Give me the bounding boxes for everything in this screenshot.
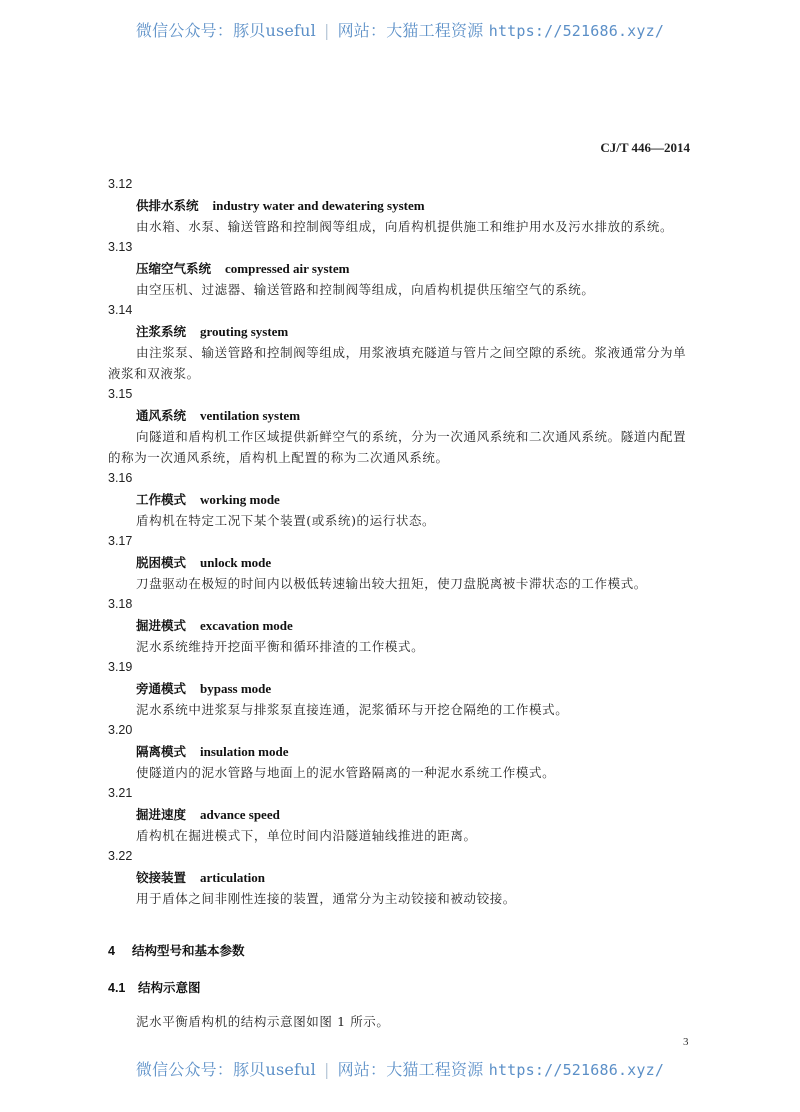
- watermark-site-label: 网站：大猫工程资源: [337, 1060, 484, 1079]
- term-en: industry water and dewatering system: [212, 198, 425, 213]
- entry-term: [108, 804, 693, 825]
- term-zh: 旁通模式: [136, 681, 187, 696]
- entry-term: [108, 405, 693, 426]
- entry-term: [108, 195, 693, 216]
- term-entry: [108, 468, 693, 531]
- term-zh: 工作模式: [136, 492, 187, 507]
- entry-definition: 刀盘驱动在极短的时间内以极低转速输出较大扭矩，使刀盘脱离被卡滞状态的工作模式。: [136, 576, 647, 591]
- term-zh: 注浆系统: [136, 324, 187, 339]
- terms-list: [108, 174, 693, 909]
- term-en: insulation mode: [200, 744, 289, 759]
- term-entry: [108, 846, 693, 909]
- entry-number: 3.12: [108, 177, 133, 191]
- entry-term: [108, 321, 693, 342]
- section-heading-4: [108, 941, 245, 959]
- term-en: ventilation system: [200, 408, 301, 423]
- term-entry: [108, 384, 693, 468]
- term-en: bypass mode: [200, 681, 272, 696]
- entry-definition: 盾构机在掘进模式下，单位时间内沿隧道轴线推进的距离。: [136, 828, 477, 843]
- section-paragraph: 泥水平衡盾构机的结构示意图如图 1 所示。: [136, 1014, 390, 1029]
- term-zh: 掘进模式: [136, 618, 187, 633]
- term-zh: 铰接装置: [136, 870, 187, 885]
- document-code: CJ/T 446—2014: [600, 140, 690, 155]
- term-en: working mode: [200, 492, 280, 507]
- term-zh: 通风系统: [136, 408, 187, 423]
- entry-term: [108, 258, 693, 279]
- entry-term: [108, 489, 693, 510]
- entry-number: 3.21: [108, 786, 133, 800]
- page-number: 3: [683, 1036, 689, 1048]
- term-en: excavation mode: [200, 618, 293, 633]
- watermark-wechat-label: 微信公众号：豚贝useful: [135, 21, 317, 40]
- watermark-wechat-label: 微信公众号：豚贝useful: [135, 1060, 317, 1079]
- entry-number: 3.18: [108, 597, 133, 611]
- entry-number: 3.22: [108, 849, 133, 863]
- entry-number: 3.15: [108, 387, 133, 401]
- term-entry: [108, 300, 693, 384]
- watermark-site-label: 网站：大猫工程资源: [337, 21, 484, 40]
- entry-number: 3.16: [108, 471, 133, 485]
- term-zh: 隔离模式: [136, 744, 187, 759]
- term-entry: [108, 720, 693, 783]
- entry-definition: 泥水系统维持开挖面平衡和循环排渣的工作模式。: [136, 639, 425, 654]
- term-entry: [108, 657, 693, 720]
- entry-definition: 使隧道内的泥水管路与地面上的泥水管路隔离的一种泥水系统工作模式。: [136, 765, 556, 780]
- term-entry: [108, 783, 693, 846]
- entry-definition: 由空压机、过滤器、输送管路和控制阀等组成，向盾构机提供压缩空气的系统。: [136, 282, 595, 297]
- term-en: unlock mode: [200, 555, 272, 570]
- entry-term: [108, 615, 693, 636]
- entry-term: [108, 552, 693, 573]
- term-en: grouting system: [200, 324, 289, 339]
- entry-term: [108, 678, 693, 699]
- section-heading-4-1: [108, 978, 201, 996]
- entry-number: 3.19: [108, 660, 133, 674]
- entry-number: 3.17: [108, 534, 133, 548]
- term-zh: 掘进速度: [136, 807, 187, 822]
- watermark-url-link[interactable]: https://521686.xyz/: [488, 1061, 665, 1079]
- entry-definition: 盾构机在特定工况下某个装置(或系统)的运行状态。: [136, 513, 436, 528]
- watermark-url-link[interactable]: https://521686.xyz/: [488, 22, 665, 40]
- term-entry: [108, 531, 693, 594]
- entry-number: 3.20: [108, 723, 133, 737]
- section-title: 结构示意图: [138, 980, 201, 995]
- watermark-bottom: [0, 1057, 800, 1080]
- term-entry: [108, 237, 693, 300]
- entry-number: 3.14: [108, 303, 133, 317]
- term-en: articulation: [200, 870, 266, 885]
- entry-number: 3.13: [108, 240, 133, 254]
- section-number: 4: [108, 944, 115, 958]
- entry-term: [108, 867, 693, 888]
- entry-definition: 由水箱、水泵、输送管路和控制阀等组成，向盾构机提供施工和维护用水及污水排放的系统。: [136, 219, 674, 234]
- watermark-separator: |: [324, 1060, 330, 1079]
- watermark-separator: |: [324, 21, 330, 40]
- term-zh: 脱困模式: [136, 555, 187, 570]
- section-number: 4.1: [108, 981, 126, 995]
- entry-definition: 用于盾体之间非刚性连接的装置，通常分为主动铰接和被动铰接。: [136, 891, 516, 906]
- entry-definition: 泥水系统中进浆泵与排浆泵直接连通，泥浆循环与开挖仓隔绝的工作模式。: [136, 702, 569, 717]
- term-entry: [108, 174, 693, 237]
- term-zh: 供排水系统: [136, 198, 199, 213]
- term-zh: 压缩空气系统: [136, 261, 212, 276]
- term-en: advance speed: [200, 807, 280, 822]
- section-title: 结构型号和基本参数: [132, 943, 245, 958]
- term-entry: [108, 594, 693, 657]
- entry-definition: 由注浆泵、输送管路和控制阀等组成，用浆液填充隧道与管片之间空隙的系统。浆液通常分为单液浆和双液浆。: [108, 345, 687, 381]
- term-en: compressed air system: [225, 261, 350, 276]
- entry-definition: 向隧道和盾构机工作区域提供新鲜空气的系统，分为一次通风系统和二次通风系统。隧道内配置的称为一次通风系统，盾构机上配置的称为二次通风系统。: [108, 429, 687, 465]
- entry-term: [108, 741, 693, 762]
- watermark-top: [0, 18, 800, 41]
